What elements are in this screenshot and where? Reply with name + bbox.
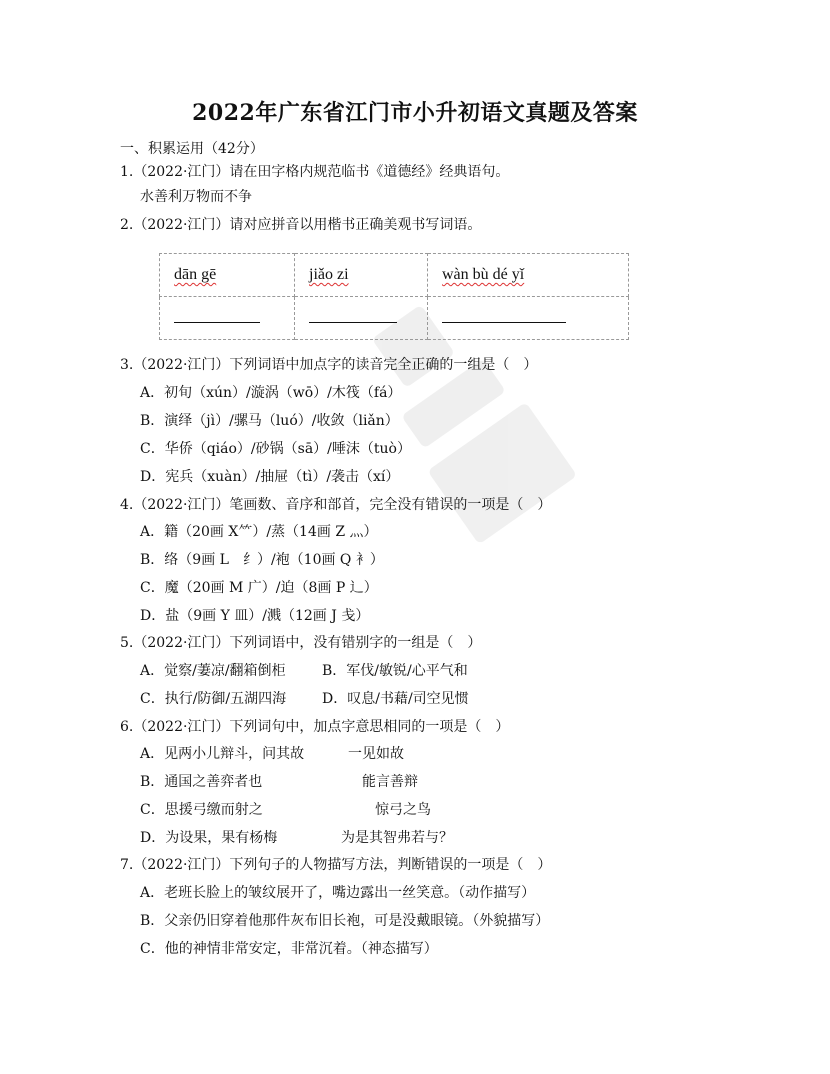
q6-option-a-right: 一见如故: [348, 746, 404, 762]
q5-option-a: A．觉察/萋凉/翻箱倒柜: [140, 663, 286, 679]
q3-stem: 3.（2022·江门）下列词语中加点字的读音完全正确的一组是（ ）: [120, 357, 538, 373]
q3-option-b: B．演绎（jì）/骡马（luó）/收敛（liǎn）: [140, 413, 399, 429]
q5-option-b: B．军伐/敏锐/心平气和: [322, 663, 468, 679]
pinyin-cell: [295, 254, 428, 297]
q6-option-d-right: 为是其智弗若与？: [341, 830, 453, 846]
pinyin-cell: [428, 254, 629, 297]
q7-stem: 7.（2022·江门）下列句子的人物描写方法，判断错误的一项是（ ）: [120, 857, 552, 873]
q6-option-a-left: A．见两小儿辩斗，问其故: [140, 746, 305, 762]
answer-blank[interactable]: [309, 308, 397, 323]
pinyin-text: wàn bù dé yǐ: [442, 266, 525, 283]
q3-option-c: C．华侨（qiáo）/砂锅（sā）/唾沫（tuò）: [140, 441, 411, 457]
q4-option-d: D．盐（9画 Y 皿）/溅（12画 J 戋）: [140, 608, 370, 624]
pinyin-text: dān gē: [174, 266, 217, 283]
q5-option-c: C．执行/防御/五湖四海: [140, 691, 287, 707]
q4-option-a: A．籍（20画 X⺮）/蒸（14画 Z 灬）: [140, 524, 378, 540]
answer-cell[interactable]: [295, 297, 428, 340]
q4-option-b: B．络（9画 L 纟）/袍（10画 Q 衤）: [140, 552, 384, 568]
pinyin-cell: [160, 254, 295, 297]
q5-option-d: D．叹息/书藉/司空见惯: [322, 691, 469, 707]
q2-stem: 2.（2022·江门）请对应拼音以用楷书正确美观书写词语。: [120, 217, 482, 233]
q4-option-c: C．魔（20画 M 广）/迫（8画 P 辶）: [140, 580, 378, 596]
q1-stem: 1.（2022·江门）请在田字格内规范临书《道德经》经典语句。: [120, 164, 510, 180]
q6-option-b-right: 能言善辩: [362, 774, 418, 790]
q7-option-b: B．父亲仍旧穿着他那件灰布旧长袍，可是没戴眼镜。（外貌描写）: [140, 913, 550, 929]
pinyin-text: jiǎo zi: [309, 266, 349, 283]
q3-option-d: D．宪兵（xuàn）/抽屉（tì）/袭击（xí）: [140, 469, 400, 485]
answer-cell[interactable]: [160, 297, 295, 340]
page-title: 2022年广东省江门市小升初语文真题及答案: [192, 100, 638, 126]
q3-option-a: A．初旬（xún）/漩涡（wō）/木筏（fá）: [140, 385, 402, 401]
q6-option-c-right: 惊弓之鸟: [375, 802, 431, 818]
q5-stem: 5.（2022·江门）下列词语中，没有错别字的一组是（ ）: [120, 635, 482, 651]
q6-option-b-left: B．通国之善弈者也: [140, 774, 263, 790]
q6-option-c-left: C．思援弓缴而射之: [140, 802, 263, 818]
q1-sentence: 水善利万物而不争: [140, 189, 252, 205]
q7-option-a: A．老班长脸上的皱纹展开了，嘴边露出一丝笑意。（动作描写）: [140, 885, 536, 901]
q4-stem: 4.（2022·江门）笔画数、音序和部首，完全没有错误的一项是（ ）: [120, 497, 552, 513]
answer-blank[interactable]: [174, 308, 260, 323]
section-heading: 一、积累运用（42分）: [120, 141, 264, 157]
q7-option-c: C．他的神情非常安定，非常沉着。（神态描写）: [140, 941, 438, 957]
q6-stem: 6.（2022·江门）下列词句中，加点字意思相同的一项是（ ）: [120, 719, 510, 735]
answer-cell[interactable]: [428, 297, 629, 340]
q6-option-d-left: D．为设果，果有杨梅: [140, 830, 278, 846]
answer-blank[interactable]: [442, 308, 566, 323]
pinyin-table: [159, 253, 629, 340]
